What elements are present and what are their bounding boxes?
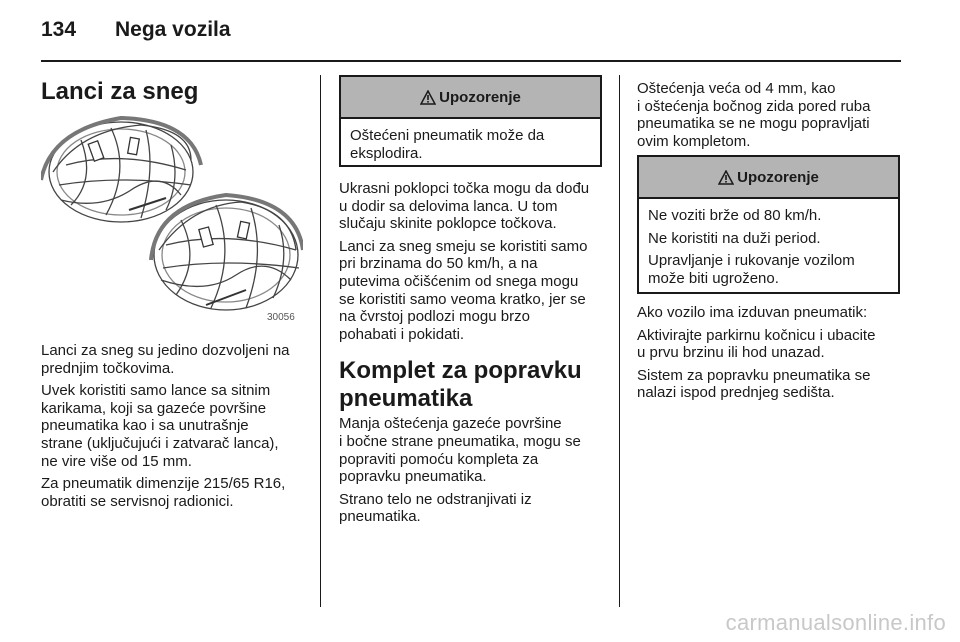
column-3-text — [637, 80, 901, 155]
snow-chains-heading: Lanci za sneg — [41, 78, 199, 105]
warning-body: Oštećeni pneumatik može da eksplodira. — [350, 127, 545, 162]
warning-triangle-icon — [718, 170, 734, 185]
column-3-text-lower — [637, 304, 901, 407]
header-rule — [41, 60, 901, 62]
warning-item: Ne koristiti na duži period. — [648, 229, 821, 247]
column-separator — [619, 75, 620, 607]
repair-kit-heading: Komplet za popravku pneumatika — [339, 357, 582, 413]
paragraph: Strano telo ne odstranjivati iz pneumatika. — [339, 490, 532, 526]
paragraph: Uvek koristiti samo lance sa sitnim karikama, koji sa gazeće površine pneumatika kao i sa unutrašnje strane (uključujući i zatvarač lanca), ne vire više od 15 mm. — [41, 382, 279, 470]
snow-chains-illustration — [41, 110, 303, 322]
warning-title: Upozorenje — [737, 168, 819, 186]
paragraph: Sistem za popravku pneumatika se nalazi ispod prednjeg sedišta. — [637, 366, 871, 402]
warning-triangle-icon — [420, 90, 436, 105]
paragraph: Ako vozilo ima izduvan pneumatik: — [637, 304, 868, 321]
warning-item: Upravljanje i rukovanje vozilom može biti ugroženo. — [648, 252, 855, 287]
paragraph: Aktivirajte parkirnu kočnicu i ubacite u prvu brzinu ili hod unazad. — [637, 326, 876, 362]
column-separator — [320, 75, 321, 607]
column-1-text — [41, 342, 305, 515]
page-number: 134 — [41, 18, 77, 41]
paragraph: Manja oštećenja gazeće površine i bočne strane pneumatika, mogu se popraviti pomoću kompleta za popravku pneumatika. — [339, 415, 581, 486]
warning-header — [341, 77, 600, 119]
paragraph: Lanci za sneg smeju se koristiti samo pri brzinama do 50 km/h, a na putevima očišćenim od snega mogu se koristiti samo veoma kratko, jer se na čvrstoj podlozi mogu brzo pohabati i pokidati. — [339, 237, 588, 343]
paragraph: Lanci za sneg su jedino dozvoljeni na prednjim točkovima. — [41, 342, 290, 377]
warning-header — [639, 157, 898, 199]
warning-title: Upozorenje — [439, 88, 521, 106]
section-title: Nega vozila — [115, 18, 231, 41]
warning-body — [639, 199, 898, 287]
paragraph: Oštećenja veća od 4 mm, kao i oštećenja bočnog zida pored ruba pneumatika se ne mogu popravljati ovim kompletom. — [637, 80, 871, 150]
watermark: carmanualsonline.info — [725, 610, 946, 635]
column-2-text — [339, 180, 603, 531]
warning-item: Ne voziti brže od 80 km/h. — [648, 207, 822, 224]
warning-box — [339, 75, 602, 167]
column-1 — [41, 78, 305, 106]
paragraph: Za pneumatik dimenzije 215/65 R16, obratiti se servisnoj radionici. — [41, 475, 286, 510]
warning-box — [637, 155, 900, 294]
figure-code: 30056 — [267, 312, 295, 322]
paragraph: Ukrasni poklopci točka mogu da dođu u dodir sa delovima lanca. U tom slučaju skinite poklopce točkova. — [339, 180, 590, 233]
